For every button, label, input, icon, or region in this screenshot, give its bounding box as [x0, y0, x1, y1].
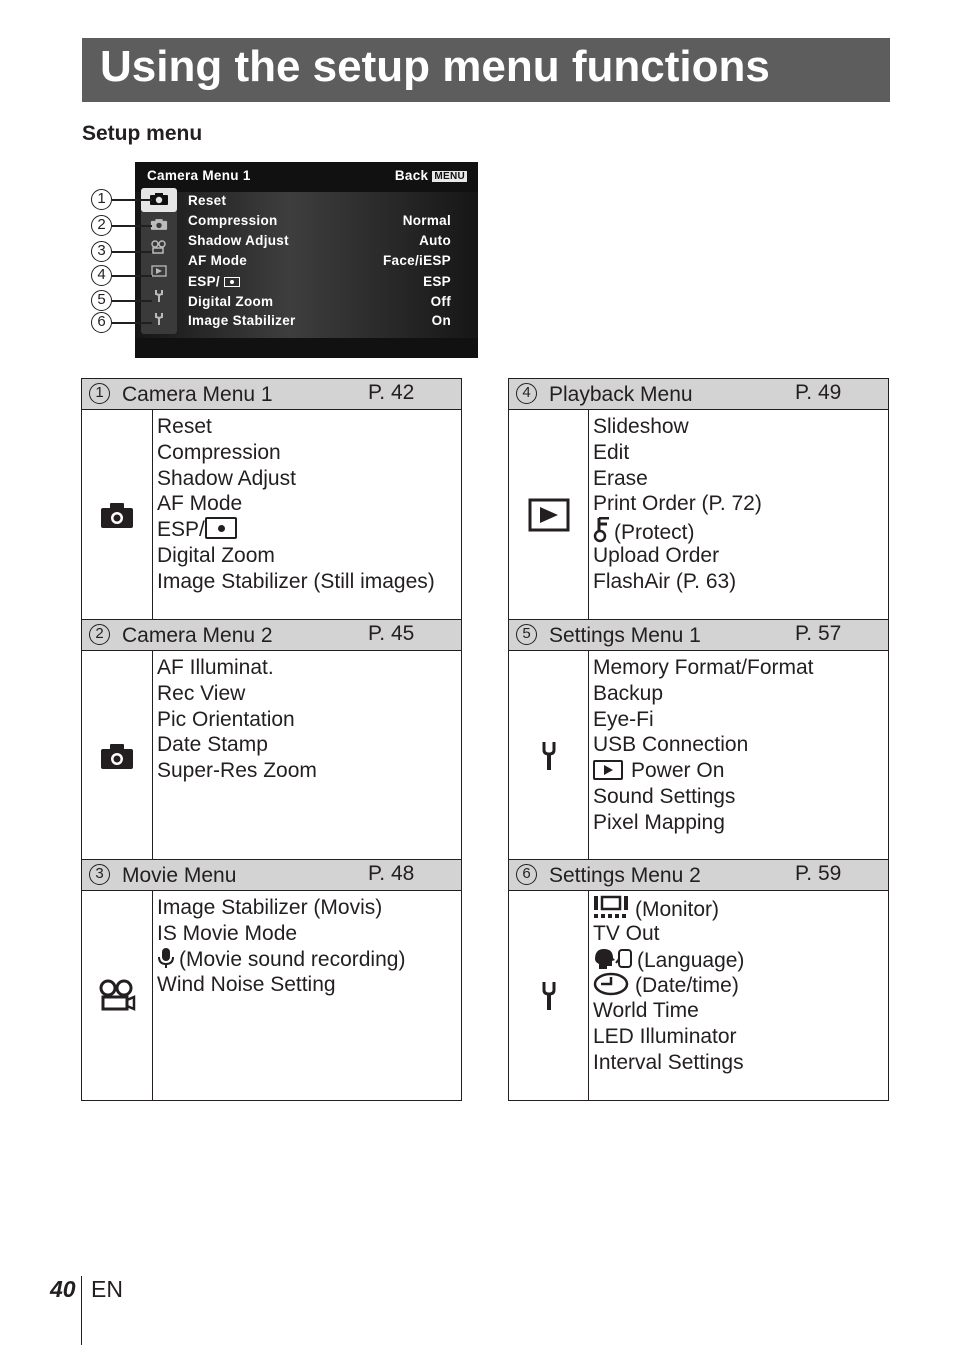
menu-item-label: Sound Settings: [593, 784, 736, 808]
screen-row-value: On: [431, 313, 451, 328]
menu-item-list: [157, 895, 405, 998]
menu-table: [508, 619, 889, 860]
screen-row-value: ESP: [423, 274, 451, 289]
menu-item: [593, 947, 744, 973]
menu-item: [593, 517, 762, 543]
screen-row-label-text: ESP/: [188, 274, 220, 289]
language-label: EN: [91, 1276, 123, 1302]
menu-title: Playback Menu: [549, 383, 693, 406]
menu-item: [157, 440, 435, 466]
menu-icon-column: [509, 410, 589, 620]
spot-metering-icon: [205, 517, 237, 539]
menu-page-ref: P. 42: [368, 381, 415, 404]
menu-item: [157, 491, 435, 517]
menu-item-label: World Time: [593, 999, 699, 1023]
menu-item: [157, 758, 317, 784]
menu-item-list: [593, 414, 762, 595]
menu-item: [593, 972, 744, 998]
screen-row-label-text: Image Stabilizer: [188, 313, 296, 328]
menu-item-label: (Protect): [614, 521, 695, 545]
menu-page-ref: P. 59: [795, 862, 842, 885]
menu-item: [593, 1050, 744, 1076]
menu-title: Settings Menu 1: [549, 624, 701, 647]
menu-icon-column: [509, 891, 589, 1101]
screen-row-label-text: Shadow Adjust: [188, 233, 289, 248]
menu-item-label: Backup: [593, 681, 664, 705]
screen-row-label-text: Digital Zoom: [188, 294, 274, 309]
wrench-icon: [509, 981, 588, 1011]
menu-table-body: [82, 651, 461, 860]
wrench2-tab-icon: [141, 312, 177, 329]
menu-item: [157, 972, 405, 998]
menu-item-label: Super-Res Zoom: [157, 759, 317, 783]
camera-screen: [135, 162, 478, 358]
menu-table-body: [509, 651, 888, 860]
menu-item: [593, 732, 814, 758]
screen-row-label: [188, 294, 273, 309]
menu-title: Movie Menu: [122, 864, 237, 887]
menu-item: [593, 440, 762, 466]
page-number: 40: [50, 1276, 76, 1302]
menu-item: [593, 895, 744, 921]
menu-item-label: Pic Orientation: [157, 707, 295, 731]
menu-item-label: Wind Noise Setting: [157, 973, 336, 997]
menu-item: [157, 681, 317, 707]
screen-header-title: Camera Menu 1: [147, 168, 251, 183]
menu-item: [157, 895, 405, 921]
screen-row-label: [188, 313, 296, 328]
camera-icon: [82, 501, 152, 529]
menu-item-label: Slideshow: [593, 415, 689, 438]
menu-item: [593, 921, 744, 947]
menu-page-ref: P. 48: [368, 862, 415, 885]
menu-item: [157, 517, 435, 543]
callout-line: [112, 199, 152, 201]
menu-item-label: Power On: [631, 759, 725, 783]
menu-number-badge: 6: [516, 864, 537, 885]
menu-item: [593, 681, 814, 707]
screen-row-label: [188, 193, 226, 208]
menu-icon-column: [82, 410, 153, 620]
menu-table-header: [509, 620, 888, 651]
spot-metering-icon: [224, 277, 240, 287]
menu-title: Settings Menu 2: [549, 864, 701, 887]
menu-item-list: [593, 655, 814, 836]
callout-number: 6: [91, 312, 112, 333]
menu-item: [157, 414, 435, 440]
menu-item: [593, 466, 762, 492]
menu-item-label: Image Stabilizer (Movis): [157, 896, 383, 919]
menu-item-label: Erase: [593, 466, 648, 490]
movie-tab-icon: [141, 240, 177, 257]
menu-item: [593, 543, 762, 569]
menu-item-label: Compression: [157, 440, 281, 464]
menu-item: [593, 784, 814, 810]
menu-item-label: TV Out: [593, 921, 660, 945]
menu-item-label: Upload Order: [593, 543, 720, 567]
menu-icon-column: [82, 651, 153, 860]
screen-row-label-text: Compression: [188, 213, 278, 228]
screen-row-label-text: AF Mode: [188, 253, 248, 268]
menu-title: Camera Menu 1: [122, 383, 273, 406]
menu-number-badge: 4: [516, 383, 537, 404]
menu-item: [157, 947, 405, 973]
menu-item-label: LED Illuminator: [593, 1024, 737, 1048]
back-label: Back: [394, 168, 429, 183]
camera-icon: [82, 742, 152, 770]
menu-table: [508, 859, 889, 1101]
menu-number-badge: 1: [89, 383, 110, 404]
menu-item-label: Date Stamp: [157, 733, 268, 757]
screen-row-label: [188, 253, 247, 268]
menu-table-header: [509, 860, 888, 891]
menu-item: [157, 466, 435, 492]
menu-item-list: [157, 655, 317, 784]
menu-icon-column: [509, 651, 589, 860]
menu-item: [157, 707, 317, 733]
menu-item-label: Print Order (P. 72): [593, 492, 762, 516]
menu-item-label: FlashAir (P. 63): [593, 569, 737, 593]
menu-item-list: [593, 895, 744, 1076]
menu-item: [593, 569, 762, 595]
menu-table: [508, 378, 889, 620]
menu-item-label: (Movie sound recording): [179, 947, 406, 971]
callout-number: 5: [91, 290, 112, 311]
menu-item: [593, 707, 814, 733]
menu-item-label: USB Connection: [593, 733, 749, 757]
screen-tabs: [141, 188, 177, 334]
menu-item-label: Rec View: [157, 681, 246, 705]
menu-table: [81, 859, 462, 1101]
menu-item: [593, 758, 814, 784]
menu-table-header: [82, 860, 461, 891]
menu-item-label: Eye-Fi: [593, 707, 654, 731]
menu-icon-column: [82, 891, 153, 1101]
callout-line: [112, 251, 152, 253]
menu-item-label: Image Stabilizer (Still images): [157, 569, 435, 593]
screen-row-value: Normal: [402, 213, 451, 228]
page-title: Using the setup menu functions: [100, 42, 770, 91]
wrench-icon: [509, 741, 588, 771]
menu-item: [593, 655, 814, 681]
menu-item-label: IS Movie Mode: [157, 921, 298, 945]
camera-tab-icon: [141, 192, 177, 209]
menu-item: [157, 732, 317, 758]
menu-table-body: [82, 410, 461, 620]
menu-item-label: AF Illuminat.: [157, 656, 274, 679]
menu-item-list: [157, 414, 435, 595]
screen-row-label: [188, 213, 278, 228]
menu-item-label: (Monitor): [635, 898, 720, 921]
menu-item-label: (Language): [637, 948, 745, 972]
menu-item: [593, 810, 814, 836]
menu-title: Camera Menu 2: [122, 624, 273, 647]
menu-table-body: [509, 891, 888, 1101]
menu-item: [593, 998, 744, 1024]
menu-table-body: [509, 410, 888, 620]
title-bar: [82, 38, 890, 102]
callout-number: 3: [91, 241, 112, 262]
menu-page-ref: P. 45: [368, 622, 415, 645]
menu-item: [157, 655, 317, 681]
menu-table-header: [82, 379, 461, 410]
menu-item-label: Memory Format/Format: [593, 656, 814, 679]
callout-number: 2: [91, 215, 112, 236]
menu-item-label: Shadow Adjust: [157, 466, 296, 490]
callout-line: [112, 322, 152, 324]
menu-item: [157, 569, 435, 595]
menu-table: [81, 619, 462, 860]
wrench-tab-icon: [141, 289, 177, 306]
menu-item: [593, 1024, 744, 1050]
callout-line: [112, 275, 152, 277]
screen-row-label-text: Reset: [188, 193, 227, 208]
screen-row-label: [188, 233, 289, 248]
menu-item-label: Reset: [157, 415, 212, 438]
section-heading: Setup menu: [82, 122, 203, 145]
screen-row-value: Auto: [419, 233, 451, 248]
menu-page-ref: P. 49: [795, 381, 842, 404]
screen-row-value: Off: [430, 294, 451, 309]
screen-row-value: Face/iESP: [383, 253, 451, 268]
menu-item-label: AF Mode: [157, 492, 243, 516]
footer-divider: [81, 1276, 82, 1345]
menu-item: [157, 543, 435, 569]
menu-item-label: Digital Zoom: [157, 543, 275, 567]
playback-icon: [593, 760, 623, 780]
menu-page-ref: P. 57: [795, 622, 842, 645]
callout-line: [112, 300, 152, 302]
menu-item-label: (Date/time): [635, 974, 739, 998]
screen-back: [395, 168, 467, 183]
screen-row-label: [188, 274, 240, 289]
menu-table: [81, 378, 462, 620]
menu-button-label: MENU: [434, 171, 465, 182]
menu-number-badge: 5: [516, 624, 537, 645]
menu-number-badge: 2: [89, 624, 110, 645]
menu-item: [593, 414, 762, 440]
menu-item-label: Edit: [593, 440, 630, 464]
menu-item: [157, 921, 405, 947]
menu-item: [593, 491, 762, 517]
menu-table-header: [509, 379, 888, 410]
menu-table-header: [82, 620, 461, 651]
callout-line: [112, 225, 152, 227]
playback-icon: [509, 498, 588, 532]
menu-item-label: ESP/: [157, 518, 205, 542]
menu-item-label: Pixel Mapping: [593, 810, 725, 834]
menu-item-label: Interval Settings: [593, 1050, 744, 1074]
playback-tab-icon: [141, 265, 177, 280]
menu-number-badge: 3: [89, 864, 110, 885]
movie-camera-icon: [82, 979, 152, 1013]
callout-number: 1: [91, 189, 112, 210]
callout-number: 4: [91, 265, 112, 286]
menu-table-body: [82, 891, 461, 1101]
